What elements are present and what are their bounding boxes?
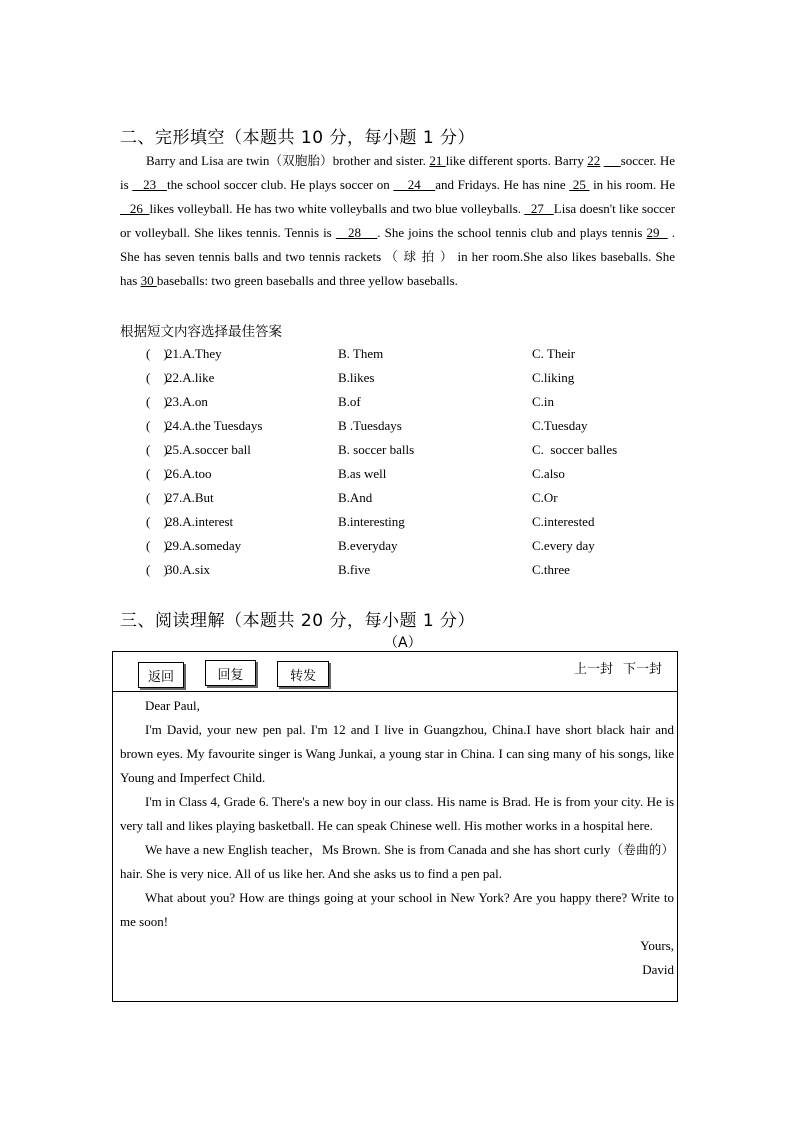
instruction: 根据短文内容选择最佳答案 bbox=[120, 324, 282, 340]
email-paragraph-3-end: hair. She is very nice. All of us like her. And she asks us to find a pen pal. bbox=[120, 866, 502, 881]
question-row bbox=[0, 391, 794, 415]
question-row bbox=[0, 415, 794, 439]
forward-button[interactable]: 转发 bbox=[277, 661, 329, 687]
option-a: 26.A.too bbox=[166, 466, 212, 481]
question-row bbox=[0, 535, 794, 559]
option-c: C.Tuesday bbox=[532, 418, 588, 433]
answer-blank: 26 bbox=[120, 201, 150, 216]
answer-parenthesis[interactable]: ( ) bbox=[146, 514, 168, 529]
answer-parenthesis[interactable]: ( ) bbox=[146, 418, 168, 433]
passage-text: and Fridays. He has nine bbox=[435, 177, 570, 192]
passage-text: likes volleyball. He has two white volleyballs and two blue volleyballs. bbox=[149, 201, 525, 216]
answer-parenthesis[interactable]: ( ) bbox=[146, 346, 168, 361]
question-row bbox=[0, 487, 794, 511]
question-row bbox=[0, 367, 794, 391]
answer-blank: 27 bbox=[524, 201, 554, 216]
answer-parenthesis[interactable]: ( ) bbox=[146, 490, 168, 505]
option-b: B.And bbox=[338, 490, 373, 505]
option-b: B. soccer balls bbox=[338, 442, 415, 457]
section-3-title: 三、阅读理解（本题共 20 分，每小题 1 分） bbox=[120, 611, 476, 631]
answer-blank: 23 bbox=[132, 177, 167, 192]
options-list bbox=[0, 343, 794, 583]
option-c: C.three bbox=[532, 562, 570, 577]
passage-text: brother and sister. bbox=[332, 153, 430, 168]
previous-email-link[interactable]: 上一封 bbox=[574, 662, 614, 677]
passage-text: in her room.She also likes baseballs. She has bbox=[120, 249, 675, 288]
answer-parenthesis[interactable]: ( ) bbox=[146, 466, 168, 481]
answer-blank: 22 bbox=[587, 153, 601, 168]
back-button[interactable]: 返回 bbox=[138, 662, 184, 688]
email-paragraph-3-gloss: （卷曲的） bbox=[610, 842, 674, 857]
question-row bbox=[0, 343, 794, 367]
answer-parenthesis[interactable]: ( ) bbox=[146, 442, 168, 457]
option-c: C.liking bbox=[532, 370, 575, 385]
passage-text: like different sports. Barry bbox=[445, 153, 588, 168]
option-b: B.five bbox=[338, 562, 371, 577]
question-row bbox=[0, 559, 794, 583]
option-a: 24.A.the Tuesdays bbox=[166, 418, 263, 433]
option-b: B.as well bbox=[338, 466, 387, 481]
answer-blank: 21 bbox=[429, 153, 446, 168]
email-closing: Yours, bbox=[640, 938, 674, 953]
question-row bbox=[0, 511, 794, 535]
option-b: B. Them bbox=[338, 346, 384, 361]
answer-blank bbox=[604, 153, 621, 168]
option-c: C. Their bbox=[532, 346, 576, 361]
next-email-link[interactable]: 下一封 bbox=[623, 662, 663, 677]
section-3-subtitle: （A） bbox=[384, 635, 422, 651]
section-2-title: 二、完形填空（本题共 10 分，每小题 1 分） bbox=[120, 128, 476, 148]
answer-blank: 30 bbox=[140, 273, 157, 288]
option-a: 27.A.But bbox=[166, 490, 214, 505]
cloze-passage bbox=[120, 149, 675, 293]
passage-text: . She has seven tennis balls and two tennis rackets bbox=[120, 225, 676, 264]
email-signature: David bbox=[642, 962, 674, 977]
answer-parenthesis[interactable]: ( ) bbox=[146, 394, 168, 409]
option-c: C.Or bbox=[532, 490, 558, 505]
passage-text: . She joins the school tennis club and plays tennis bbox=[377, 225, 647, 240]
answer-blank: 28 bbox=[335, 225, 378, 240]
email-paragraph-4: What about you? How are things going at your school in New York? Are you happy there? Write to me soon! bbox=[120, 890, 674, 929]
passage-paragraph bbox=[120, 149, 675, 293]
option-c: C.also bbox=[532, 466, 565, 481]
option-b: B.interesting bbox=[338, 514, 405, 529]
email-window bbox=[112, 651, 678, 1002]
email-toolbar bbox=[113, 652, 677, 692]
answer-blank: 24 bbox=[393, 177, 436, 192]
answer-blank: 29 bbox=[646, 225, 668, 240]
answer-parenthesis[interactable]: ( ) bbox=[146, 538, 168, 553]
option-a: 29.A.someday bbox=[166, 538, 242, 553]
passage-text: in his room. He bbox=[589, 177, 676, 192]
passage-text: Lisa doesn't like soccer or volleyball. She likes tennis. Tennis is bbox=[120, 201, 676, 240]
reply-button[interactable]: 回复 bbox=[205, 660, 256, 686]
option-b: B.of bbox=[338, 394, 361, 409]
option-b: B.likes bbox=[338, 370, 375, 385]
email-greeting: Dear Paul, bbox=[145, 698, 200, 713]
option-a: 23.A.on bbox=[166, 394, 208, 409]
question-row bbox=[0, 463, 794, 487]
passage-text: baseballs: two green baseballs and three yellow baseballs. bbox=[156, 273, 458, 288]
option-a: 25.A.soccer ball bbox=[166, 442, 251, 457]
option-c: C.in bbox=[532, 394, 555, 409]
email-paragraph-3 bbox=[120, 838, 674, 886]
option-a: 21.A.They bbox=[166, 346, 222, 361]
passage-text: soccer. He is bbox=[120, 153, 675, 192]
option-b: B.everyday bbox=[338, 538, 398, 553]
option-b: B .Tuesdays bbox=[338, 418, 402, 433]
passage-text: （ 球 拍 ） bbox=[385, 249, 454, 264]
option-a: 30.A.six bbox=[166, 562, 211, 577]
passage-text: （双胞胎） bbox=[269, 153, 333, 168]
option-a: 28.A.interest bbox=[166, 514, 234, 529]
passage-text: the school soccer club. He plays soccer on bbox=[166, 177, 394, 192]
answer-parenthesis[interactable]: ( ) bbox=[146, 370, 168, 385]
option-a: 22.A.like bbox=[166, 370, 215, 385]
passage-text: Barry and Lisa are twin bbox=[146, 153, 270, 168]
email-paragraph-1: I'm David, your new pen pal. I'm 12 and I live in Guangzhou, China.I have short black hair and brown eyes. My favourite singer is Wang Junkai, a young star in China. I can sing many of his songs, like Young and Imperfect Child. bbox=[120, 722, 674, 785]
email-paragraph-3-start: We have a new English teacher，Ms Brown. She is from Canada and she has short curly bbox=[145, 842, 611, 857]
answer-blank: 25 bbox=[569, 177, 590, 192]
option-c: C.every day bbox=[532, 538, 595, 553]
option-c: C.interested bbox=[532, 514, 595, 529]
answer-parenthesis[interactable]: ( ) bbox=[146, 562, 168, 577]
option-c: C. soccer balles bbox=[532, 442, 618, 457]
email-body bbox=[120, 694, 674, 982]
email-paragraph-2: I'm in Class 4, Grade 6. There's a new boy in our class. His name is Brad. He is from your city. He is very tall and likes playing basketball. He can speak Chinese well. His mother works in a hospital here. bbox=[120, 794, 674, 833]
question-row bbox=[0, 439, 794, 463]
